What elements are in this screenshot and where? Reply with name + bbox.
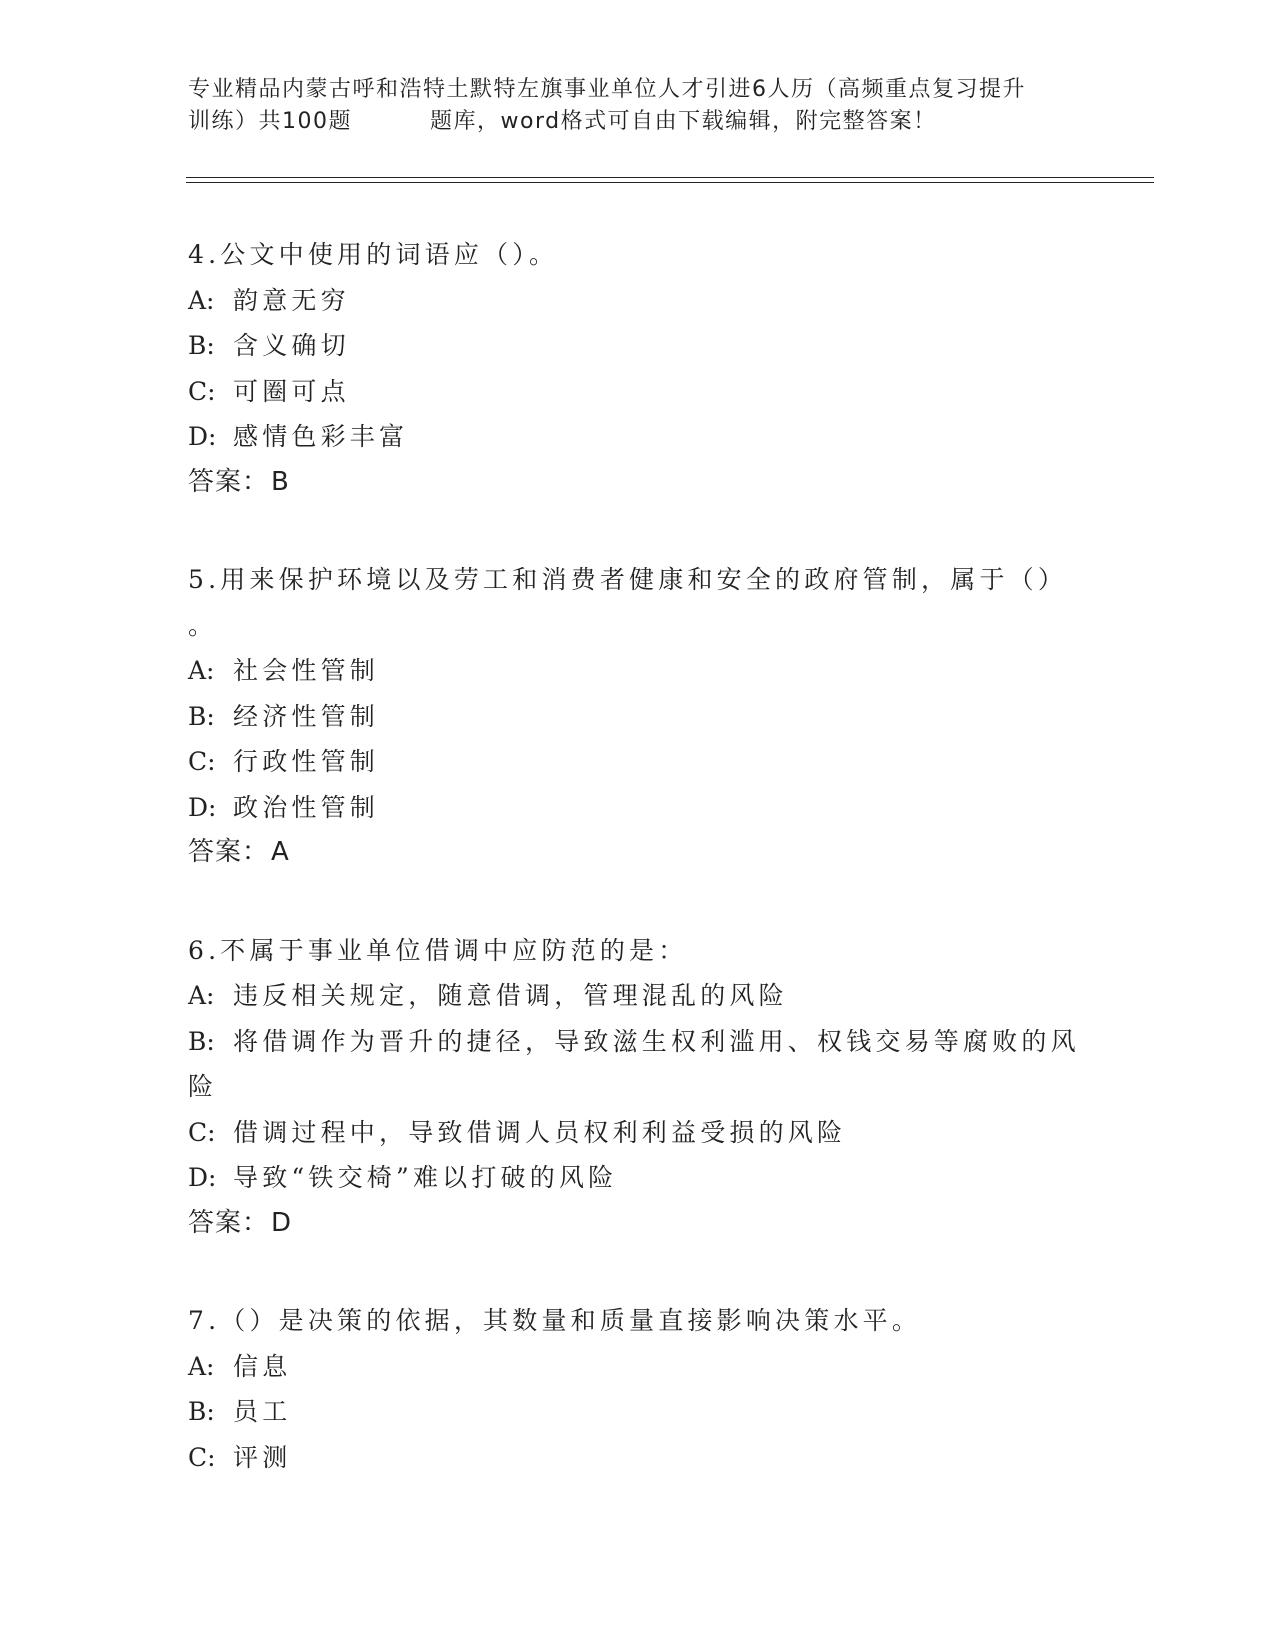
option-text: 导致“铁交椅”难以打破的风险: [233, 1163, 618, 1192]
question-stem: 4.公文中使用的词语应（）。: [188, 240, 559, 269]
answer-key: B: [271, 466, 290, 497]
option-a: [188, 1344, 1088, 1390]
header-title-line1: 专业精品内蒙古呼和浩特土默特左旗事业单位人才引进6人历（高频重点复习提升: [188, 77, 1026, 102]
option-prefix: A:: [188, 981, 215, 1010]
option-text: 评测: [233, 1442, 292, 1472]
option-text: 社会性管制: [233, 656, 380, 685]
answer-label: 答案：: [188, 1207, 270, 1238]
document-header: [188, 74, 1088, 138]
option-b: [188, 1389, 1088, 1435]
option-text: 将借调作为晋升的捷径，导致滋生权利滥用、权钱交易等腐败的风: [233, 1026, 1080, 1056]
answer-line: [188, 1201, 1088, 1247]
option-b: [188, 694, 1088, 740]
question-6: [188, 928, 1088, 1247]
question-stem-continued: 。: [188, 610, 218, 640]
answer-line: [188, 830, 1088, 876]
option-prefix: B:: [188, 701, 215, 731]
option-text: 含义确切: [233, 331, 350, 360]
question-4: [188, 232, 1088, 505]
option-prefix: C:: [188, 1442, 216, 1472]
header-title-left: 训练）共100题: [188, 109, 352, 134]
option-d: [188, 1155, 1088, 1201]
option-b: [188, 1019, 1088, 1065]
option-prefix: D:: [188, 792, 217, 822]
option-text: 借调过程中，导致借调人员权利利益受损的风险: [233, 1117, 847, 1147]
answer-key: A: [271, 837, 290, 867]
option-prefix: B:: [188, 331, 215, 360]
option-prefix: A:: [188, 1351, 215, 1381]
option-text: 信息: [233, 1351, 292, 1381]
question-list: [188, 232, 1088, 1532]
option-text: 可圈可点: [233, 376, 350, 406]
answer-label: 答案：: [188, 837, 270, 867]
option-c: [188, 1435, 1088, 1481]
header-title-right: 题库，word格式可自由下载编辑，附完整答案！: [430, 109, 937, 134]
option-d: [188, 785, 1088, 831]
header-title-line2: [188, 106, 1088, 138]
option-b-continued: 险: [188, 1072, 218, 1101]
option-prefix: C:: [188, 376, 216, 406]
option-a: [188, 648, 1088, 694]
option-text: 员工: [233, 1397, 292, 1426]
option-text: 韵意无穷: [233, 285, 350, 315]
question-5: [188, 557, 1088, 876]
option-prefix: B:: [188, 1397, 215, 1426]
option-prefix: C:: [188, 747, 216, 776]
option-prefix: D:: [188, 1163, 217, 1192]
option-text: 感情色彩丰富: [233, 422, 409, 451]
option-b: [188, 323, 1088, 369]
option-d: [188, 414, 1088, 460]
option-c: [188, 739, 1088, 785]
header-divider-top: [186, 177, 1154, 178]
option-text: 政治性管制: [233, 792, 380, 822]
option-prefix: B:: [188, 1026, 215, 1056]
question-stem: 5.用来保护环境以及劳工和消费者健康和安全的政府管制，属于（）: [188, 565, 1068, 594]
option-text: 行政性管制: [233, 747, 380, 776]
option-text: 违反相关规定，随意借调，管理混乱的风险: [233, 981, 788, 1010]
option-a: [188, 278, 1088, 324]
question-stem: 7.（）是决策的依据，其数量和质量直接影响决策水平。: [188, 1306, 922, 1335]
option-prefix: D:: [188, 422, 217, 451]
option-prefix: A:: [188, 656, 215, 685]
option-text: 经济性管制: [233, 701, 380, 731]
answer-key: D: [271, 1207, 293, 1238]
option-prefix: C:: [188, 1117, 216, 1147]
option-a: [188, 973, 1088, 1019]
answer-line: [188, 460, 1088, 506]
option-c: [188, 1110, 1088, 1156]
answer-label: 答案：: [188, 466, 270, 497]
question-stem: 6.不属于事业单位借调中应防范的是：: [188, 935, 688, 965]
option-c: [188, 369, 1088, 415]
header-divider-bottom: [186, 182, 1154, 183]
option-prefix: A:: [188, 285, 215, 315]
question-7: [188, 1298, 1088, 1480]
